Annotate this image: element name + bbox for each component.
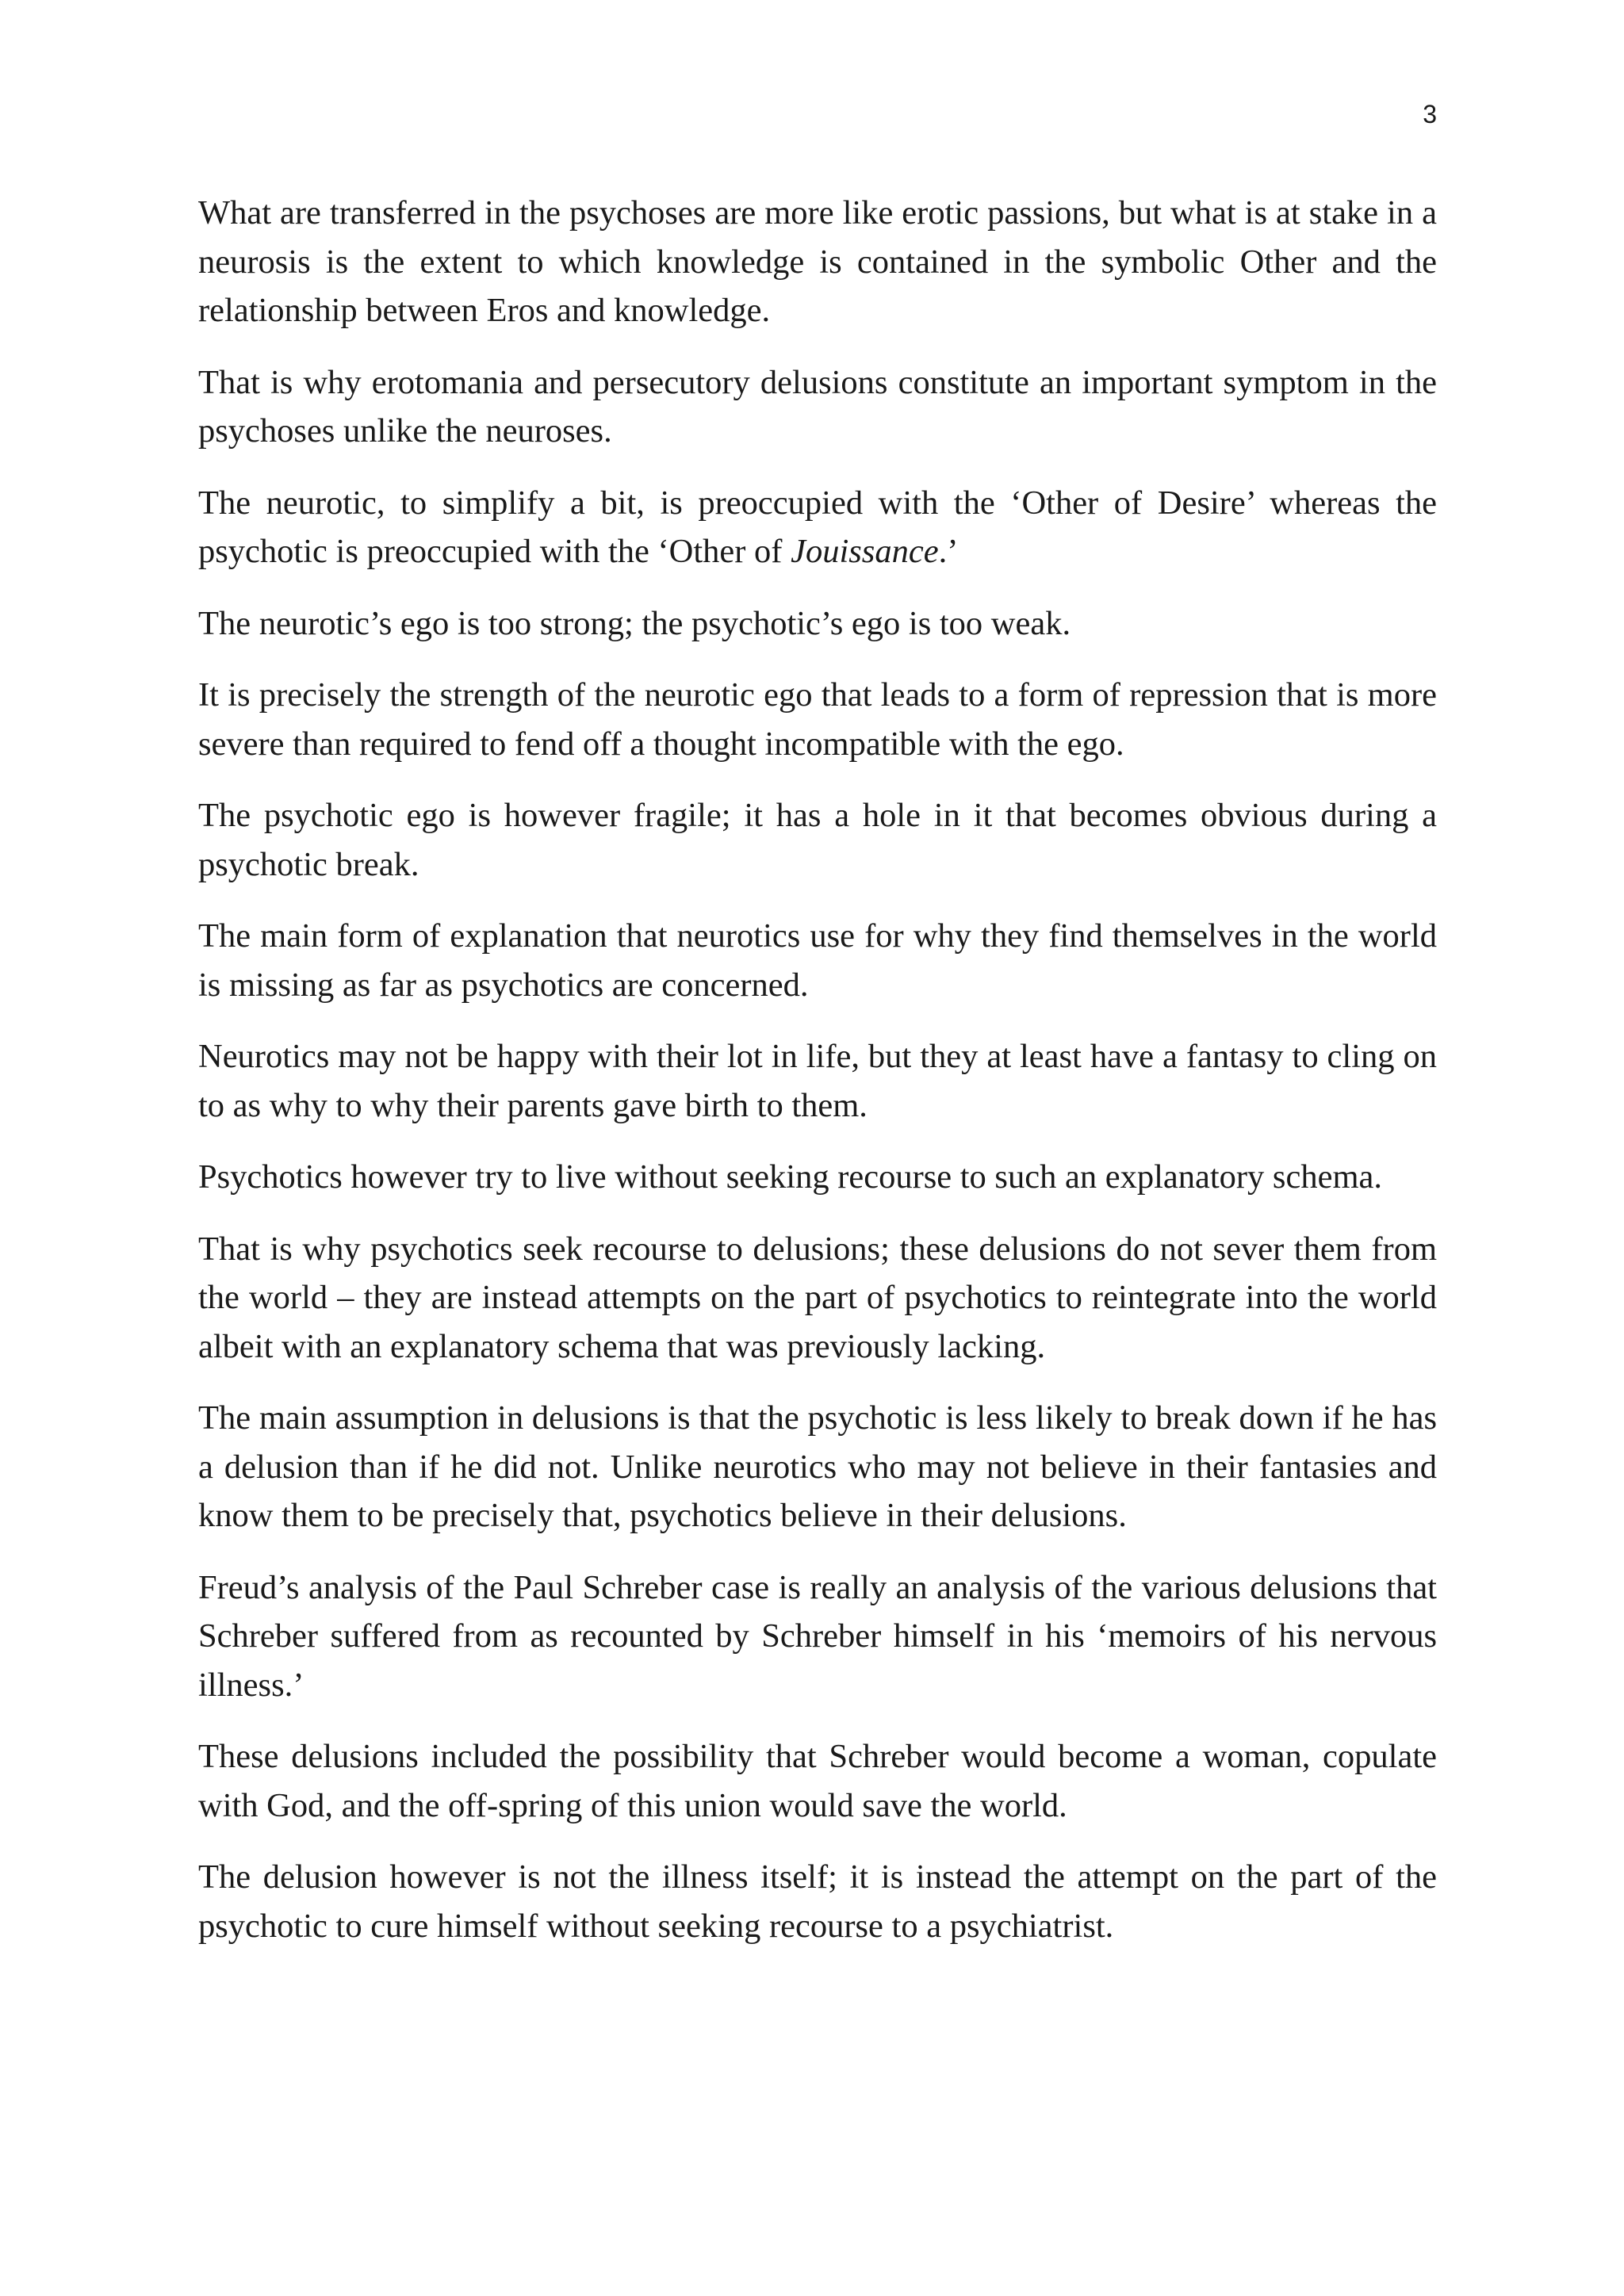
paragraph-1: What are transferred in the psychoses are more like erotic passions, but what is at stake in a neurosis is the extent to which knowledge is contained in the symbolic Other and the relationship between Eros and knowledge. [198,194,1437,329]
jouissance-emphasis: Jouissance [791,533,939,570]
paragraph-3-text-after: .’ [938,533,959,570]
paragraph-6: The psychotic ego is however fragile; it has a hole in it that becomes obvious during a psychotic break. [198,797,1437,883]
paragraph-14: The delusion however is not the illness itself; it is instead the attempt on the part of the psychotic to cure himself without seeking recourse to a psychiatrist. [198,1858,1437,1945]
paragraph-3-text-before: The neurotic, to simplify a bit, is preoccupied with the ‘Other of Desire’ whereas the psychotic is preoccupied with the ‘Other of [198,484,1437,570]
paragraph-3 [198,479,1437,576]
paragraph-11: The main assumption in delusions is that the psychotic is less likely to break down if he has a delusion than if he did not. Unlike neurotics who may not believe in their fantasies and know them to be precisely that, psychotics believe in their delusions. [198,1399,1437,1534]
paragraph-8: Neurotics may not be happy with their lot in life, but they at least have a fantasy to cling on to as why to why their parents gave birth to them. [198,1038,1437,1124]
paragraph-13: These delusions included the possibility that Schreber would become a woman, copulate with God, and the off-spring of this union would save the world. [198,1738,1437,1824]
paragraph-5: It is precisely the strength of the neurotic ego that leads to a form of repression that is more severe than required to fend off a thought incompatible with the ego. [198,676,1437,763]
paragraph-9: Psychotics however try to live without seeking recourse to such an explanatory schema. [198,1158,1382,1196]
paragraph-2: That is why erotomania and persecutory delusions constitute an important symptom in the psychoses unlike the neuroses. [198,363,1437,450]
paragraph-12: Freud’s analysis of the Paul Schreber case is really an analysis of the various delusions that Schreber suffered from as recounted by Schreber himself in his ‘memoirs of his nervous illness.’ [198,1568,1437,1704]
page-body [198,189,1437,1973]
paragraph-7: The main form of explanation that neurotics use for why they find themselves in the world is missing as far as psychotics are concerned. [198,917,1437,1004]
paragraph-10: That is why psychotics seek recourse to delusions; these delusions do not sever them from the world – they are instead attempts on the part of psychotics to reintegrate into the world albeit with an explanatory schema that was previously lacking. [198,1230,1437,1365]
paragraph-4: The neurotic’s ego is too strong; the psychotic’s ego is too weak. [198,604,1071,642]
page-number: 3 [1423,100,1437,128]
